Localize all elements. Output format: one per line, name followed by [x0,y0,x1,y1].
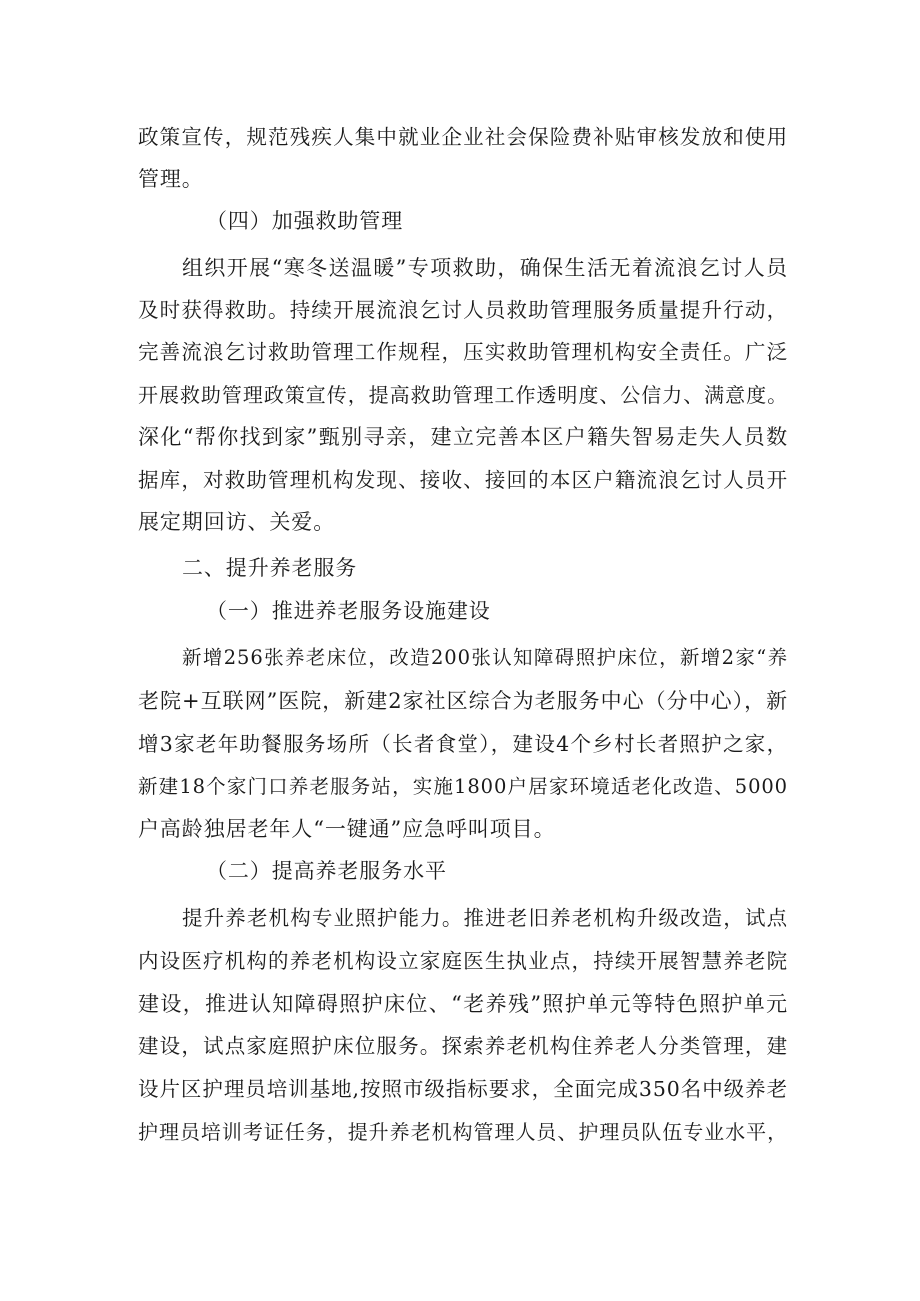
text-line: 新增256张养老床位，改造200张认知障碍照护床位，新增2家“养 [182,646,788,669]
text-line: 及时获得救助。持续开展流浪乞讨人员救助管理服务质量提升行动， [138,298,788,322]
text-line: 提升养老机构专业照护能力。推进老旧养老机构升级改造，试点 [182,906,788,930]
text-line: 据库，对救助管理机构发现、接收、接回的本区户籍流浪乞讨人员开 [138,468,788,492]
text-line: 深化“帮你找到家”甄别寻亲，建立完善本区户籍失智易走失人员数 [138,425,788,449]
text-line: 新建18个家门口养老服务站，实施1800户居家环境适老化改造、5000 [138,775,788,798]
text-line: 设片区护理员培训基地,按照市级指标要求，全面完成350名中级养老 [138,1077,788,1101]
section-heading: 二、提升养老服务 [182,556,358,580]
text-line: 内设医疗机构的养老机构设立家庭医生执业点，持续开展智慧养老院 [138,949,788,973]
text-line: 老院+互联网”医院，新建2家社区综合为老服务中心（分中心），新 [138,689,788,713]
text-line: 户高龄独居老年人“一键通”应急呼叫项目。 [138,817,556,841]
text-line: 建设，推进认知障碍照护床位、“老养残”照护单元等特色照护单元 [138,992,788,1016]
text-line: 管理。 [138,167,204,191]
section-heading: （一）推进养老服务设施建设 [206,599,491,623]
section-heading: （二）提高养老服务水平 [206,859,447,883]
text-line: 开展救助管理政策宣传，提高救助管理工作透明度、公信力、满意度。 [138,383,788,407]
text-line: 护理员培训考证任务，提升养老机构管理人员、护理员队伍专业水平， [138,1120,788,1144]
section-heading: （四）加强救助管理 [206,209,404,233]
text-line: 组织开展“寒冬送温暖”专项救助，确保生活无着流浪乞讨人员 [182,256,788,280]
text-line: 建设，试点家庭照护床位服务。探索养老机构住养老人分类管理，建 [138,1034,788,1058]
text-line: 政策宣传，规范残疾人集中就业企业社会保险费补贴审核发放和使用 [138,125,788,149]
text-line: 展定期回访、关爱。 [138,510,336,534]
text-line: 增3家老年助餐服务场所（长者食堂），建设4个乡村长者照护之家， [138,732,788,756]
text-line: 完善流浪乞讨救助管理工作规程，压实救助管理机构安全责任。广泛 [138,340,788,364]
